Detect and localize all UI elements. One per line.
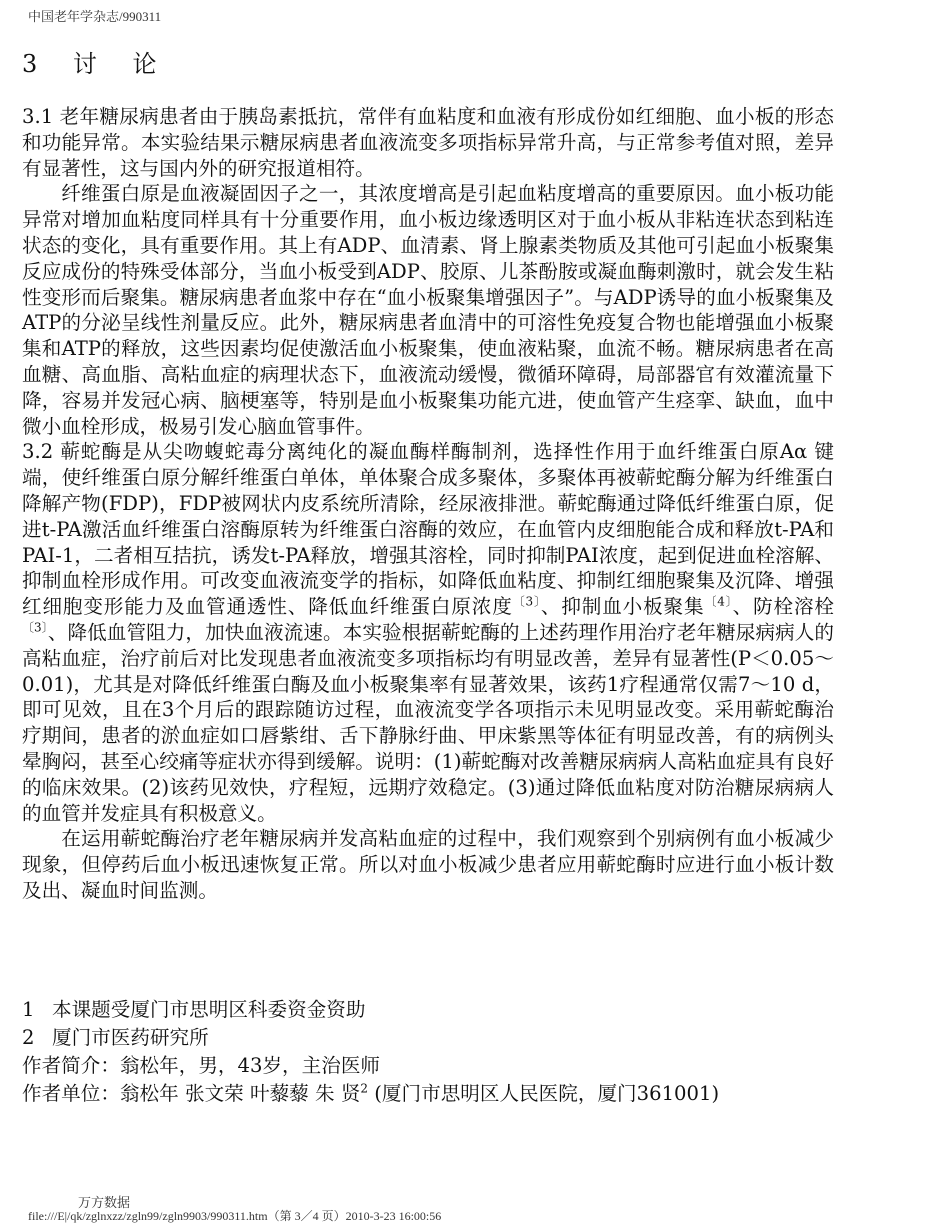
- footnote-1-number: 1: [22, 998, 35, 1021]
- paragraph-3-2-part-d: 、降低血管阻力，加快血液流速。本实验根据蕲蛇酶的上述药理作用治疗老年糖尿病病人的高粘血症，治疗前后对比发现患者血液流变多项指标均有明显改善，差异有显著性(P＜0.05～0.01)，尤其是对降低纤维蛋白酶及血小板聚集率有显著效果，该药1疗程通常仅需7～10 d，即可见效，且在3个月后的跟踪随访过程，血液流变学各项指示未见明显改变。采用蕲蛇酶治疗期间，患者的淤血症如口唇紫绀、舌下静脉纡曲、甲床紫黑等体征有明显改善，有的病例头晕胸闷，甚至心绞痛等症状亦得到缓解。说明：(1)蕲蛇酶对改善糖尿病病人高粘血症具有良好的临床效果。(2)该药见效快，疗程短，远期疗效稳定。(3)通过降低血粘度对防治糖尿病病人的血管并发症具有积极意义。: [22, 620, 834, 825]
- paragraph-platelet-monitoring: 在运用蕲蛇酶治疗老年糖尿病并发高粘血症的过程中，我们观察到个别病例有血小板减少现象，但停药后血小板迅速恢复正常。所以对血小板减少患者应用蕲蛇酶时应进行血小板计数及出、凝血时间监测。: [22, 827, 834, 902]
- footnote-2-number: 2: [22, 1026, 35, 1049]
- footnotes: [22, 996, 822, 1108]
- affiliation-superscript: 2: [360, 1081, 369, 1096]
- author-affiliation: [22, 1080, 822, 1108]
- citation-ref-3: 〔3〕: [512, 594, 541, 609]
- citation-ref-4: 〔4〕: [704, 594, 733, 609]
- paragraph-3-2-part-b: 、抑制血小板聚集: [540, 595, 705, 619]
- paragraph-3-2-part-c: 、防栓溶栓: [732, 595, 835, 619]
- footnote-1-text: 本课题受厦门市思明区科委资金资助: [52, 998, 366, 1021]
- author-intro: 作者简介：翁松年，男，43岁，主治医师: [22, 1054, 381, 1077]
- footnote-1: [22, 996, 822, 1024]
- paragraph-3-1: 3.1 老年糖尿病患者由于胰岛素抵抗，常伴有血粘度和血液有形成份如红细胞、血小板的形态和功能异常。本实验结果示糖尿病患者血液流变多项指标异常升高，与正常参考值对照，差异有显著性，这与国内外的研究报道相符。: [22, 105, 834, 180]
- affiliation-suffix: (厦门市思明区人民医院，厦门361001): [368, 1082, 720, 1105]
- section-heading: 3 讨 论: [22, 50, 171, 78]
- citation-ref-3b: 〔3〕: [22, 620, 48, 635]
- paragraph-fibrinogen: 纤维蛋白原是血液凝固因子之一，其浓度增高是引起血粘度增高的重要原因。血小板功能异常对增加血粘度同样具有十分重要作用，血小板边缘透明区对于血小板从非粘连状态到粘连状态的变化，具有重要作用。其上有ADP、血清素、肾上腺素类物质及其他可引起血小板聚集反应成份的特殊受体部分，当血小板受到ADP、胶原、儿茶酚胺或凝血酶刺激时，就会发生粘性变形而后聚集。糖尿病患者血浆中存在“血小板聚集增强因子”。与ADP诱导的血小板聚集及ATP的分泌呈线性剂量反应。此外，糖尿病患者血清中的可溶性免疫复合物也能增强血小板聚集和ATP的释放，这些因素均促使激活血小板聚集，使血液粘聚，血流不畅。糖尿病患者在高血糖、高血脂、高粘血症的病理状态下，血液流动缓慢，微循环障碍，局部器官有效灌流量下降，容易并发冠心病、脑梗塞等，特别是血小板聚集功能亢进，使血管产生痉挛、缺血，血中微小血栓形成，极易引发心脑血管事件。: [22, 182, 834, 438]
- paragraph-3-2: [22, 439, 834, 826]
- discussion-body: [22, 104, 834, 904]
- paragraph-3-2-part-a: 3.2 蕲蛇酶是从尖吻蝮蛇毒分离纯化的凝血酶样酶制剂，选择性作用于血纤维蛋白原Aα 键端，使纤维蛋白原分解纤维蛋白单体，单体聚合成多聚体，多聚体再被蕲蛇酶分解为纤维蛋白降解产物(FDP)，FDP被网状内皮系统所清除，经尿液排泄。蕲蛇酶通过降低纤维蛋白原，促进t-PA激活血纤维蛋白溶酶原转为纤维蛋白溶酶的效应，在血管内皮细胞能合成和释放t-PA和PAI-1，二者相互拮抗，诱发t-PA释放，增强其溶栓，同时抑制PAI浓度，起到促进血栓溶解、抑制血栓形成作用。可改变血液流变学的指标，如降低血粘度、抑制红细胞聚集及沉降、增强红细胞变形能力及血管通透性、降低血纤维蛋白原浓度: [22, 440, 834, 619]
- footnote-2: [22, 1024, 822, 1052]
- affiliation-prefix: 作者单位：翁松年 张文荣 叶藜藜 朱 贤: [22, 1082, 361, 1105]
- footnote-2-text: 厦门市医药研究所: [52, 1026, 209, 1049]
- journal-reference: 中国老年学杂志/990311: [28, 9, 162, 24]
- wanfang-watermark: 万方数据: [78, 1196, 131, 1211]
- file-path-footer: file:///E|/qk/zglnxzz/zgln99/zgln9903/990311.htm（第 3／4 页）2010-3-23 16:00:56: [28, 1209, 442, 1223]
